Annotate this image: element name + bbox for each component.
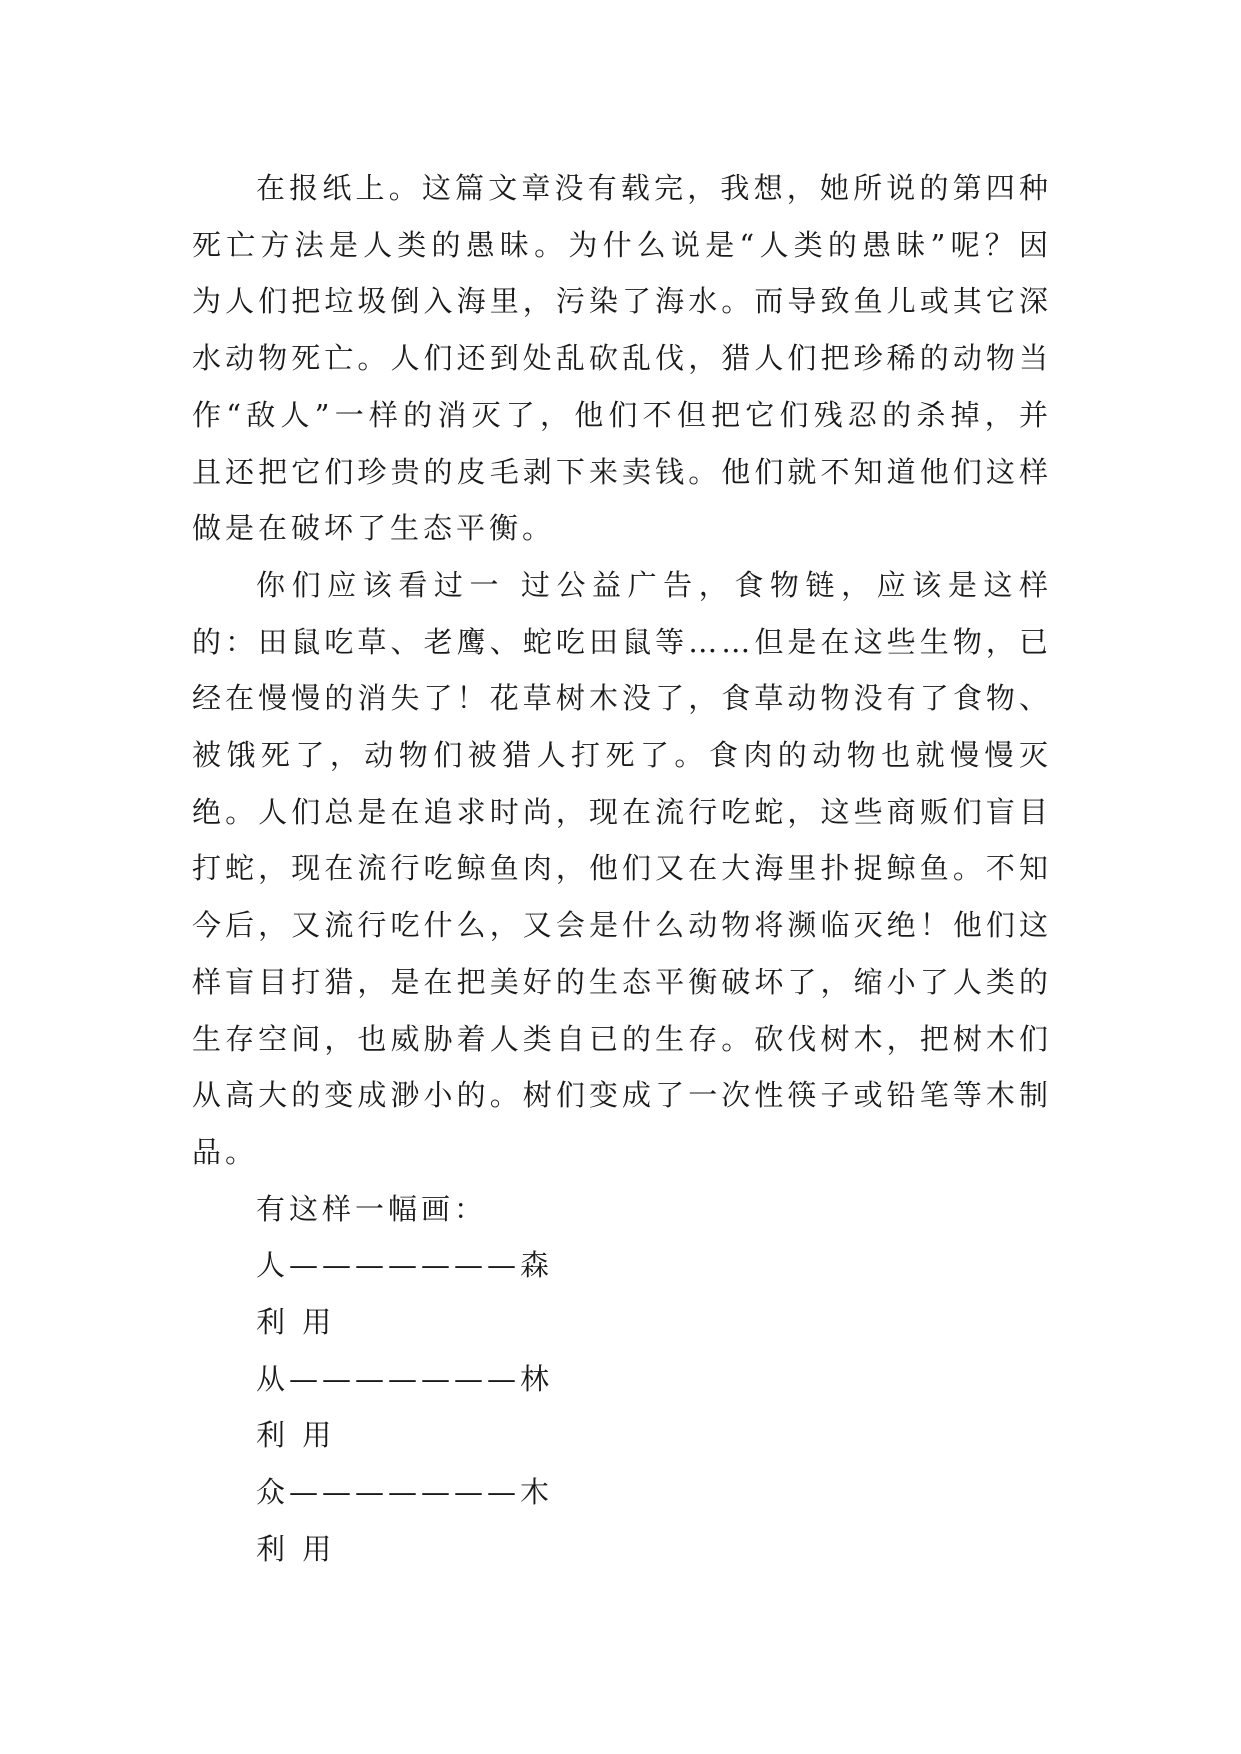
- diagram-label-use: 利 用: [256, 1531, 336, 1566]
- body-text: [192, 160, 1052, 1578]
- diagram-label-use: 利 用: [256, 1418, 336, 1453]
- diagram-label-use: 利 用: [256, 1305, 336, 1340]
- poem-intro-line: 有这样一幅画：: [256, 1191, 488, 1226]
- paragraph: 你们应该看过一 过公益广告，食物链，应该是这样的：田鼠吃草、老鹰、蛇吃田鼠等……但是在这些生物，已经在慢慢的消失了！花草树木没了，食草动物没有了食物、被饿死了，动物们被猎人打死了。食肉的动物也就慢慢灭绝。人们总是在追求时尚，现在流行吃蛇，这些商贩们盲目打蛇，现在流行吃鲸鱼肉，他们又在大海里扑捉鲸鱼。不知今后，又流行吃什么，又会是什么动物将濒临灭绝！他们这样盲目打猎，是在把美好的生态平衡破坏了，缩小了人类的生存空间，也威胁着人类自已的生存。砍伐树木，把树木们从高大的变成渺小的。树们变成了一次性筷子或铅笔等木制品。: [192, 567, 1052, 1169]
- diagram-line-wood: 从———————林: [256, 1361, 554, 1396]
- diagram-line-forest: 人———————森: [256, 1248, 554, 1283]
- diagram-line-tree: 众———————木: [256, 1475, 554, 1510]
- paragraph: 在报纸上。这篇文章没有载完，我想，她所说的第四种死亡方法是人类的愚昧。为什么说是“人类的愚昧”呢？因为人们把垃圾倒入海里，污染了海水。而导致鱼儿或其它深水动物死亡。人们还到处乱砍乱伐，猎人们把珍稀的动物当作“敌人”一样的消灭了，他们不但把它们残忍的杀掉，并且还把它们珍贵的皮毛剥下来卖钱。他们就不知道他们这样做是在破坏了生态平衡。: [192, 171, 1052, 546]
